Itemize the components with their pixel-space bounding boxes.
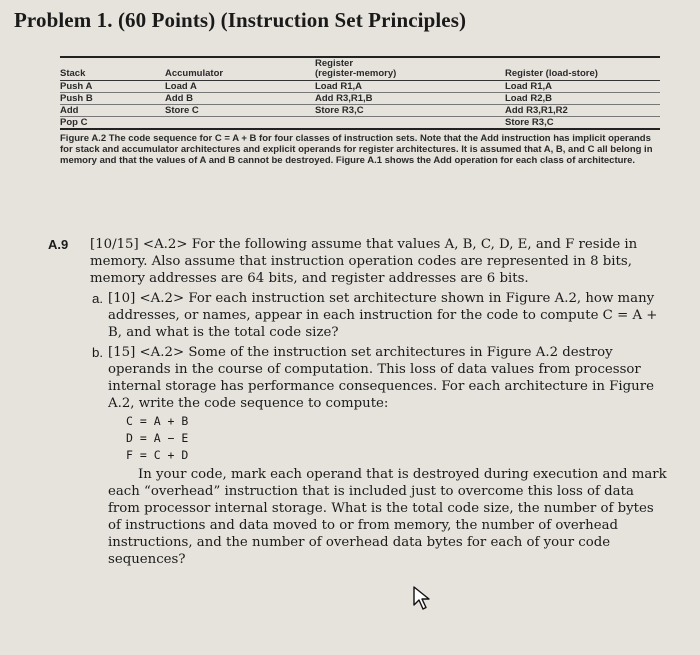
header-load-store: Register (load-store) bbox=[505, 68, 598, 79]
code-sequence-table bbox=[60, 58, 660, 130]
table-cell: Add bbox=[60, 105, 79, 116]
part-b bbox=[92, 344, 668, 412]
table-cell: Add B bbox=[165, 93, 193, 104]
table-cell: Load R1,A bbox=[505, 81, 552, 92]
table-cell: Store R3,C bbox=[315, 105, 364, 116]
part-b-text: [15] <A.2> Some of the instruction set architectures in Figure A.2 destroy operands in the course of computation. This loss of data values from processor internal storage has performance consequences. For each architecture in Figure A.2, write the code sequence to compute: bbox=[108, 345, 654, 411]
equation-list bbox=[126, 413, 668, 464]
table-cell: Load R1,A bbox=[315, 81, 362, 92]
header-accumulator: Accumulator bbox=[165, 68, 224, 79]
problem-intro: [10/15] <A.2> For the following assume that values A, B, C, D, E, and F reside in memory. Also assume that instruction operation codes are represented in 8 bits, memory addresses are 64 bits, and register addresses are 6 bits. bbox=[90, 237, 638, 286]
caption-label: Figure A.2 bbox=[60, 133, 107, 144]
table-row bbox=[60, 105, 660, 117]
problem-number: A.9 bbox=[48, 237, 69, 252]
caption-text: The code sequence for C = A + B for four classes of instruction sets. Note that the Add instruction has implicit operands for stack and accumulator architectures and explicit operands for register architectures. It is assumed that A, B, and C all belong in memory and that the values of A and B cannot be destroyed. Figure A.1 shows the Add operation for each class of architecture. bbox=[60, 133, 653, 166]
table-row bbox=[60, 117, 660, 130]
header-stack: Stack bbox=[60, 68, 86, 79]
figure-a2 bbox=[60, 56, 660, 166]
part-b-label: b. bbox=[92, 345, 104, 360]
table-cell bbox=[315, 117, 505, 130]
table-cell: Push A bbox=[60, 81, 93, 92]
part-a-label: a. bbox=[92, 291, 104, 306]
mouse-pointer-icon bbox=[412, 585, 432, 611]
table-row bbox=[60, 93, 660, 105]
table-cell: Store C bbox=[165, 105, 199, 116]
equation: C = A + B bbox=[126, 414, 189, 428]
table-cell: Load R2,B bbox=[505, 93, 552, 104]
table-cell: Push B bbox=[60, 93, 93, 104]
problem-a9 bbox=[48, 236, 668, 568]
figure-caption bbox=[60, 133, 660, 166]
table-cell: Store R3,C bbox=[505, 117, 554, 128]
part-a-text: [10] <A.2> For each instruction set architecture shown in Figure A.2, how many addresses, or names, appear in each instruction for the code to compute C = A + B, and what is the total code size? bbox=[108, 291, 658, 340]
table-cell bbox=[165, 117, 315, 130]
equation: D = A − E bbox=[126, 431, 189, 445]
problem-title: Problem 1. (60 Points) (Instruction Set Principles) bbox=[14, 8, 467, 32]
table-cell: Load A bbox=[165, 81, 197, 92]
table-cell: Pop C bbox=[60, 117, 88, 128]
part-a bbox=[92, 290, 668, 341]
table-row bbox=[60, 81, 660, 93]
equation: F = C + D bbox=[126, 448, 189, 462]
table-cell: Add R3,R1,R2 bbox=[505, 105, 568, 116]
part-b-instructions: In your code, mark each operand that is destroyed during execution and mark each “overhead” instruction that is included just to overcome this loss of data from processor internal storage. What is the total code size, the number of bytes of instructions and data moved to or from memory, the number of overhead instructions, and the number of overhead data bytes for each of your code sequences? bbox=[108, 467, 667, 567]
table-cell: Add R3,R1,B bbox=[315, 93, 373, 104]
header-register-memory: Register (register-memory) bbox=[315, 58, 397, 79]
table-header-row bbox=[60, 58, 660, 81]
